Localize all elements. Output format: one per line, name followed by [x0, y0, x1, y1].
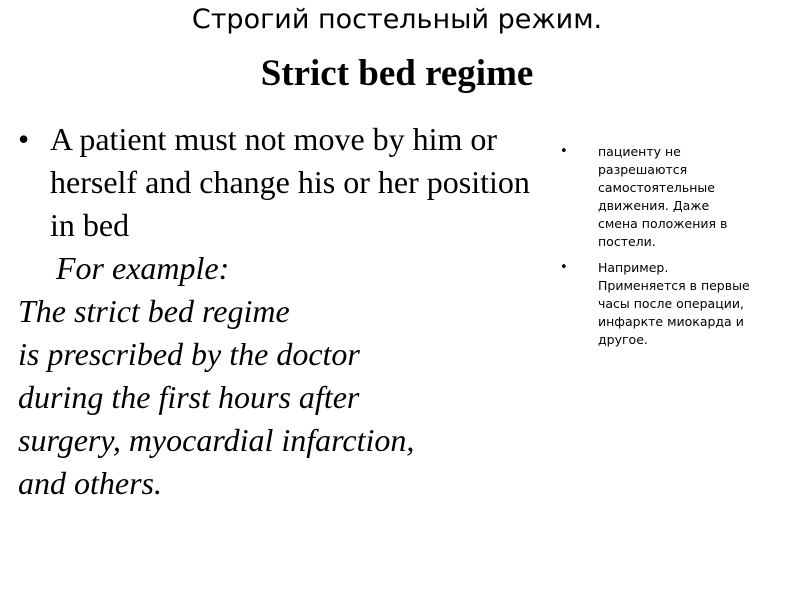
example-line: The strict bed regime — [18, 293, 290, 329]
example-line: and others. — [18, 465, 162, 501]
bullet-marker: • — [560, 260, 568, 275]
example-line: surgery, myocardial infarction, — [18, 422, 415, 458]
bullet-marker: • — [560, 144, 568, 159]
example-line: during the first hours after — [18, 379, 360, 415]
example-line: is prescribed by the doctor — [18, 336, 360, 372]
example-text — [18, 290, 538, 505]
russian-bullet-item — [560, 143, 750, 251]
russian-bullet-text: Например. Применяется в первые часы после операции, инфаркте миокарда и другое. — [598, 260, 750, 347]
slide-title-english: Strict bed regime — [260, 53, 534, 94]
russian-bullet-text: пациенту не разрешаются самостоятельные движения. Даже смена положения в постели. — [598, 144, 728, 249]
english-content — [18, 118, 538, 505]
russian-bullet-item — [560, 259, 750, 349]
russian-content — [560, 143, 750, 357]
example-label: For example: — [56, 250, 230, 286]
bullet-marker: • — [18, 121, 30, 157]
slide-title-russian: Строгий постельный режим. — [191, 4, 603, 35]
english-bullet-text: A patient must not move by him or herself and change his or her position in bed — [50, 121, 530, 243]
english-bullet-item — [18, 118, 538, 247]
